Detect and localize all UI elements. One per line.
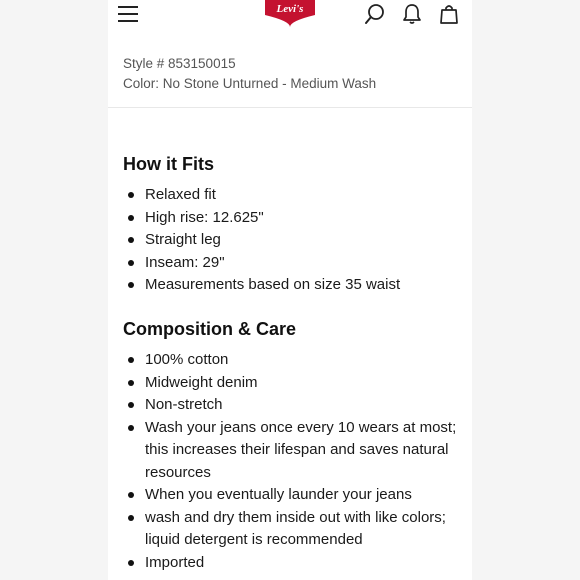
list-item: wash and dry them inside out with like colors; liquid detergent is recommended xyxy=(123,507,463,552)
product-color: Color: No Stone Unturned - Medium Wash xyxy=(123,76,377,91)
logo-text: Levi's xyxy=(276,3,304,15)
care-list xyxy=(123,349,463,574)
site-header xyxy=(108,0,472,30)
list-item: Measurements based on size 35 waist xyxy=(123,274,463,297)
list-item: Imported xyxy=(123,552,463,575)
product-meta xyxy=(123,54,376,94)
product-detail-page xyxy=(108,0,472,580)
bag-icon[interactable] xyxy=(438,3,460,25)
search-icon[interactable] xyxy=(364,3,386,25)
bell-icon[interactable] xyxy=(401,3,423,25)
list-item: Inseam: 29" xyxy=(123,252,463,275)
care-section-title: Composition & Care xyxy=(123,319,297,339)
levis-logo[interactable] xyxy=(264,0,316,27)
list-item: Midweight denim xyxy=(123,372,463,395)
list-item: Non-stretch xyxy=(123,394,463,417)
list-item: Relaxed fit xyxy=(123,184,463,207)
fit-section-title: How it Fits xyxy=(123,154,214,174)
list-item: Wash your jeans once every 10 wears at most; this increases their lifespan and saves natural resources xyxy=(123,417,463,485)
fit-list xyxy=(123,184,463,297)
list-item: High rise: 12.625" xyxy=(123,207,463,230)
list-item: When you eventually launder your jeans xyxy=(123,484,463,507)
section-divider xyxy=(108,107,472,108)
style-number: Style # 853150015 xyxy=(123,56,236,71)
list-item: 100% cotton xyxy=(123,349,463,372)
list-item: Straight leg xyxy=(123,229,463,252)
menu-icon[interactable] xyxy=(118,6,138,22)
